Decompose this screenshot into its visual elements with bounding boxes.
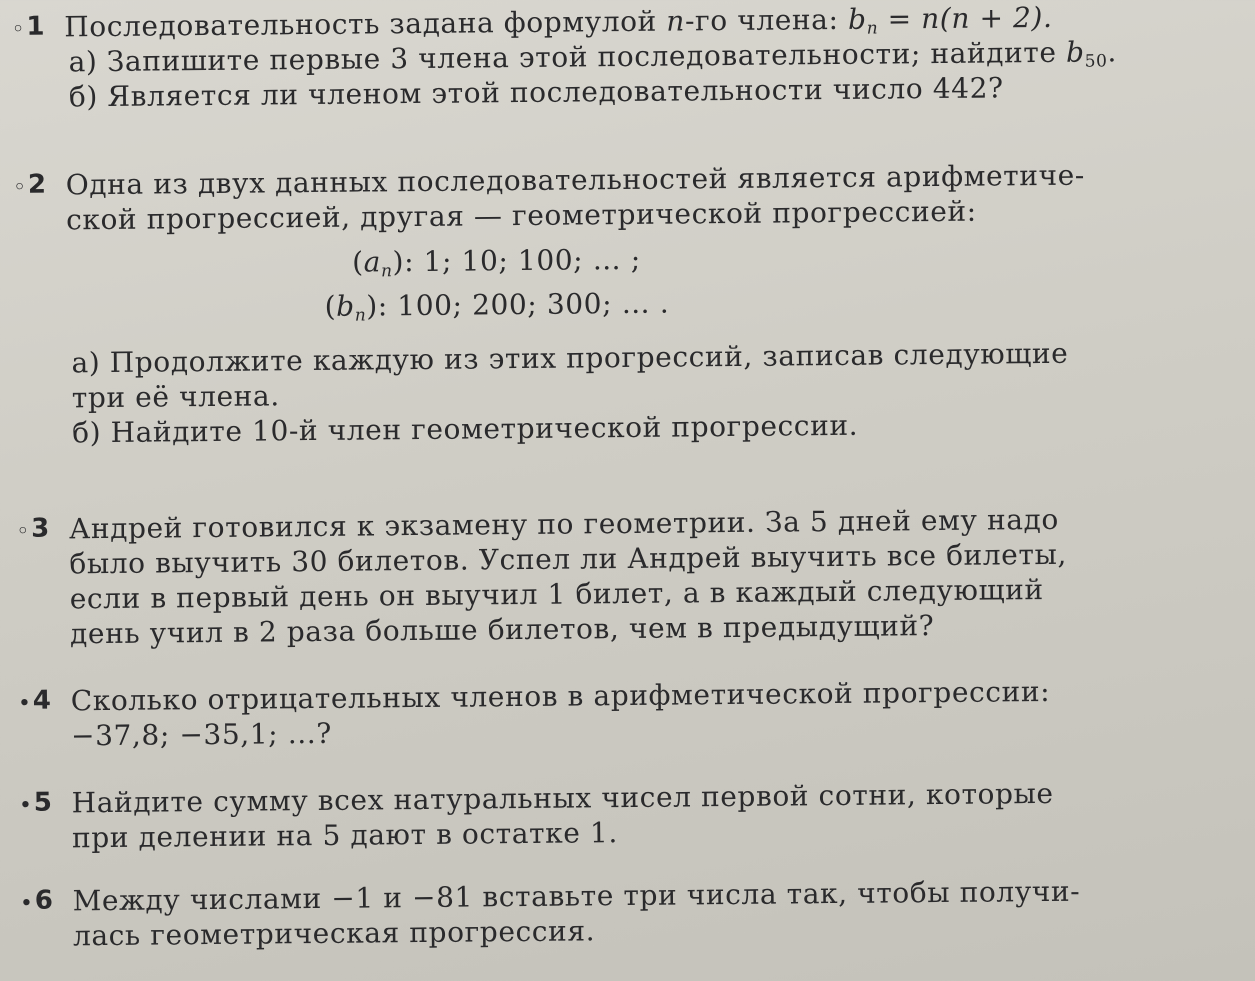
sequence-a: $(a_n)$: 1; 10; 100; … ; [352,242,642,282]
problem-3 [17,500,1248,652]
formula-lhs: b [847,2,867,36]
problem-5 [20,774,1251,856]
problem-3-line-4: день учил в 2 раза больше билетов, чем в предыдущий? [69,609,935,651]
problem-1-part-a: а) Запишите первые 3 члена этой последовательности; найдите $b_{50}$. [68,35,1118,79]
bullet-marker-icon: • [20,892,33,914]
problem-2-part-a-line-1: а) Продолжите каждую из этих прогрессий, записав следующие [71,336,1069,380]
problem-4-line-2: −37,8; −35,1; ...? [70,716,333,753]
problem-3-line-2: было выучить 30 билетов. Успел ли Андрей выучить все билеты, [69,537,1068,581]
problem-5-line-2: при делении на 5 дают в остатке 1. [71,816,619,855]
problem-6-line-1: Между числами −1 и −81 вставьте три числа так, чтобы получи- [72,874,1081,918]
open-circle-marker-icon: ◦ [13,176,27,198]
bullet-marker-icon: • [18,692,31,714]
problem-2-line-2: ской прогрессией, другая — геометрической прогрессией: [65,194,977,237]
problem-6-line-2: лась геометрическая прогрессия. [72,914,596,953]
problem-1-intro: Последовательность задана формулой n-го члена: $b_n = n(n + 2)$. [64,0,1053,44]
problem-4-line-1: Сколько отрицательных членов в арифметической прогрессии: [70,674,1051,718]
problem-number-3: ◦3 [17,513,51,544]
problem-number-1: ◦1 [12,11,46,42]
bullet-marker-icon: • [19,794,32,816]
problem-number-5: •5 [19,787,53,818]
problem-3-line-1: Андрей готовился к экзамену по геометрии. За 5 дней ему надо [68,502,1060,546]
sequences [66,239,927,335]
open-circle-marker-icon: ◦ [17,520,30,542]
problem-4 [19,672,1250,754]
problem-2-part-a-line-2: три её члена. [71,379,280,415]
problem-number-6: •6 [20,885,54,916]
problem-number-4: •4 [18,685,52,716]
sequence-b: $(b_n)$: 100; 200; 300; … . [324,286,670,326]
problem-2-part-b: б) Найдите 10-й член геометрической прогрессии. [71,408,859,450]
problem-1-part-b: б) Является ли членом этой последовательности число 442? [68,71,1004,114]
problem-number-2: ◦2 [13,169,47,200]
problem-5-line-1: Найдите сумму всех натуральных чисел первой сотни, которые [71,776,1054,820]
formula-rhs: = n(n + 2). [887,0,1053,36]
open-circle-marker-icon: ◦ [12,18,25,40]
problem-2-line-1: Одна из двух данных последовательностей является арифметиче- [65,158,1086,202]
problem-3-line-3: если в первый день он выучил 1 билет, а в каждый следующий [69,573,1044,616]
problem-1 [12,0,1243,115]
problem-2 [14,156,1247,451]
problem-6 [20,872,1251,954]
